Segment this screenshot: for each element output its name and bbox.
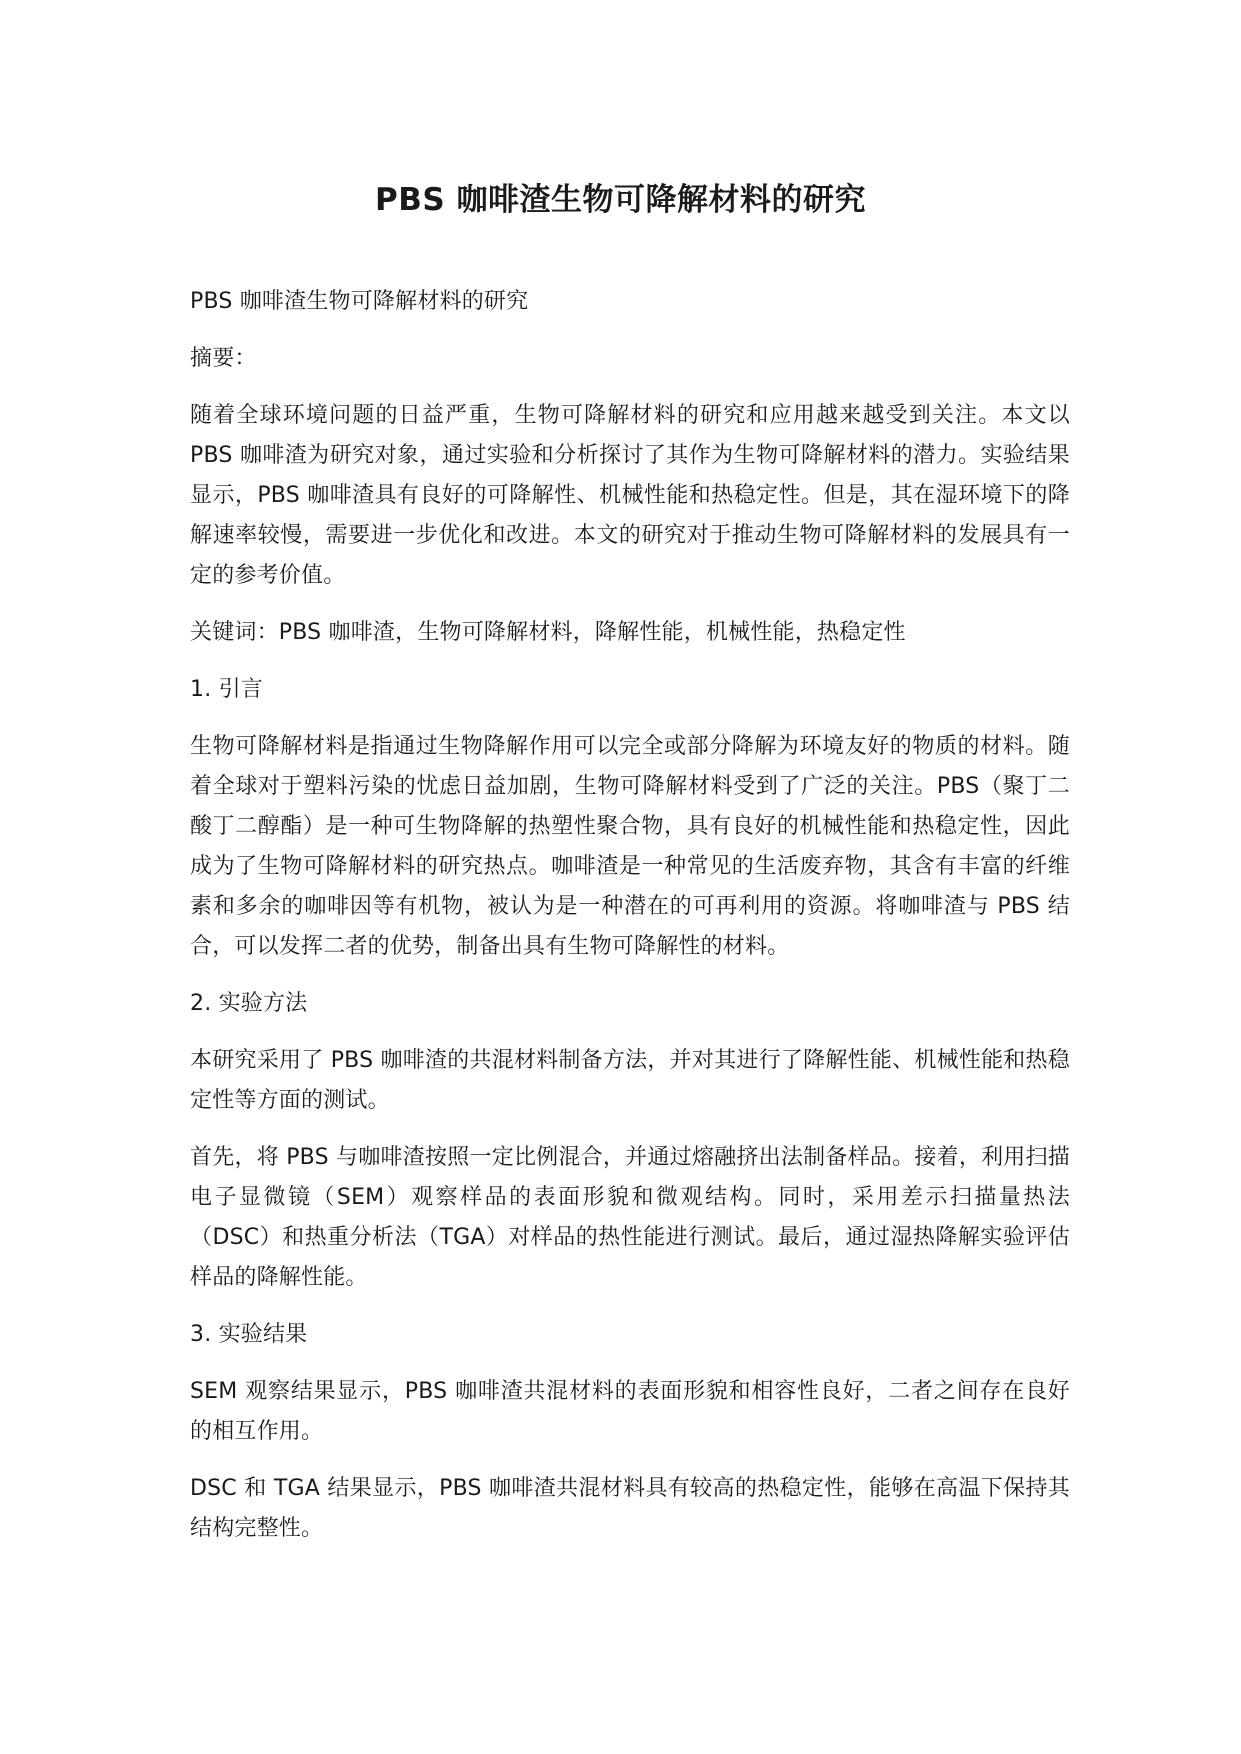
abstract-paragraph: 随着全球环境问题的日益严重，生物可降解材料的研究和应用越来越受到关注。本文以 PBS 咖啡渣为研究对象，通过实验和分析探讨了其作为生物可降解材料的潜力。实验结果显示，PBS 咖啡渣具有良好的可降解性、机械性能和热稳定性。但是，其在湿环境下的降解速率较慢，需要进一步优化和改进。本文的研究对于推动生物可降解材料的发展具有一定的参考价值。 bbox=[190, 403, 1070, 588]
results-sem-paragraph: SEM 观察结果显示，PBS 咖啡渣共混材料的表面形貌和相容性良好，二者之间存在良好的相互作用。 bbox=[190, 1379, 1070, 1444]
subtitle-paragraph: PBS 咖啡渣生物可降解材料的研究 bbox=[190, 289, 529, 314]
keywords-paragraph: 关键词：PBS 咖啡渣，生物可降解材料，降解性能，机械性能，热稳定性 bbox=[190, 620, 906, 645]
section-heading-introduction: 1. 引言 bbox=[190, 677, 263, 702]
abstract-heading: 摘要： bbox=[190, 346, 257, 371]
document-body bbox=[190, 282, 1070, 1566]
methods-paragraph: 本研究采用了 PBS 咖啡渣的共混材料制备方法，并对其进行了降解性能、机械性能和热稳定性等方面的测试。 bbox=[190, 1048, 1070, 1113]
methods-detail-paragraph: 首先，将 PBS 与咖啡渣按照一定比例混合，并通过熔融挤出法制备样品。接着，利用扫描电子显微镜（SEM）观察样品的表面形貌和微观结构。同时，采用差示扫描量热法（DSC）和热重分析法（TGA）对样品的热性能进行测试。最后，通过湿热降解实验评估样品的降解性能。 bbox=[190, 1145, 1070, 1290]
section-heading-methods: 2. 实验方法 bbox=[190, 991, 308, 1016]
results-thermal-paragraph: DSC 和 TGA 结果显示，PBS 咖啡渣共混材料具有较高的热稳定性，能够在高温下保持其结构完整性。 bbox=[190, 1476, 1070, 1541]
section-heading-results: 3. 实验结果 bbox=[190, 1322, 308, 1347]
document-title: PBS 咖啡渣生物可降解材料的研究 bbox=[375, 182, 866, 218]
introduction-paragraph: 生物可降解材料是指通过生物降解作用可以完全或部分降解为环境友好的物质的材料。随着全球对于塑料污染的忧虑日益加剧，生物可降解材料受到了广泛的关注。PBS（聚丁二酸丁二醇酯）是一种可生物降解的热塑性聚合物，具有良好的机械性能和热稳定性，因此成为了生物可降解材料的研究热点。咖啡渣是一种常见的生活废弃物，其含有丰富的纤维素和多余的咖啡因等有机物，被认为是一种潜在的可再利用的资源。将咖啡渣与 PBS 结合，可以发挥二者的优势，制备出具有生物可降解性的材料。 bbox=[190, 734, 1070, 959]
